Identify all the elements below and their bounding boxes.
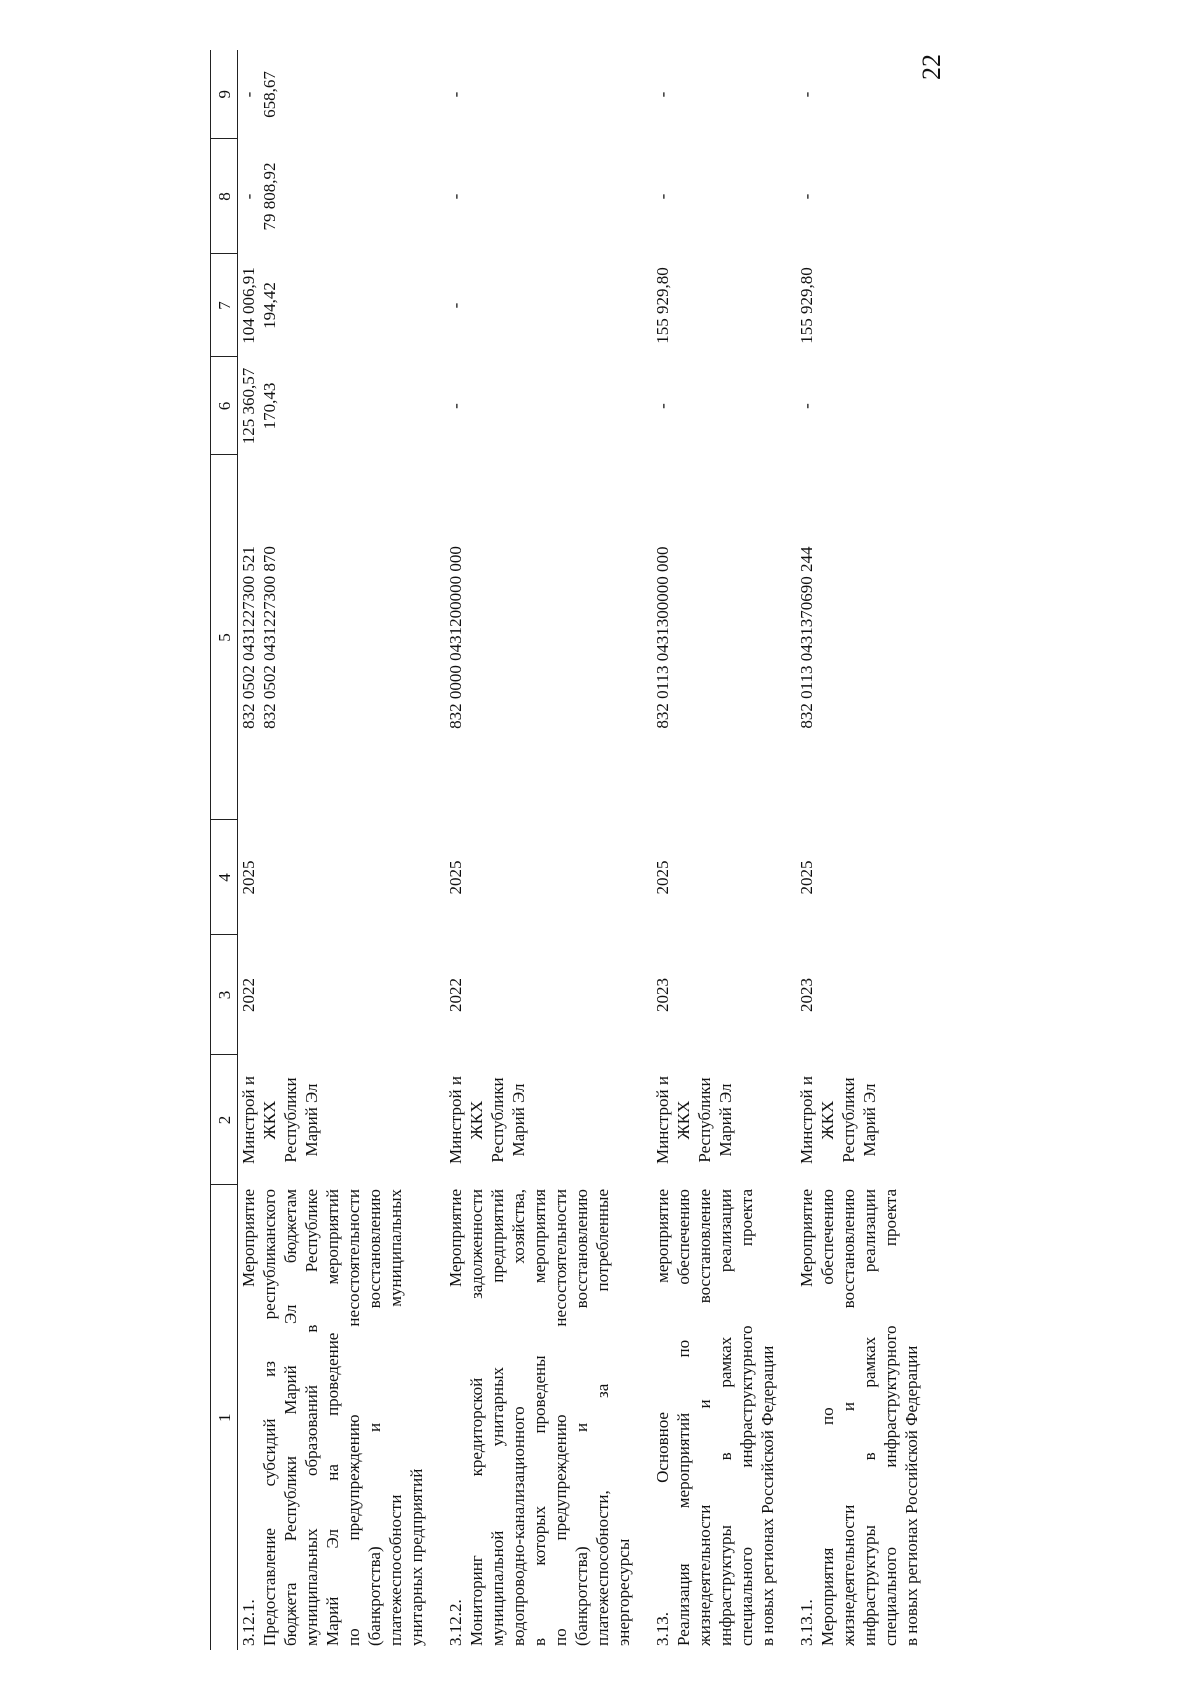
executor-cell-line: Минстрой и ЖКХ: [446, 1076, 486, 1164]
description-line: унитарных предприятий: [407, 1468, 426, 1646]
value-cell-6: [652, 357, 778, 455]
value-cell-8-line: -: [239, 193, 258, 200]
executor-cell: [652, 1055, 778, 1185]
value-cell-7-line: 155 929,80: [797, 267, 816, 344]
executor-cell-line: Республики: [839, 1077, 858, 1163]
spacer-cell: [634, 254, 652, 357]
table-row: [796, 50, 922, 1650]
spacer-cell: [778, 820, 796, 935]
budget-code-cell-line: 832 0000 0431200000 000: [446, 546, 465, 729]
page-number: 22: [917, 54, 946, 80]
description-line: в новых регионах Российской Федерации: [758, 1345, 777, 1646]
spacer-cell: [634, 1185, 652, 1650]
value-cell-8: [796, 139, 922, 254]
column-header: 7: [211, 254, 238, 357]
description-line: жизнедеятельности и восстановлению: [839, 1189, 858, 1646]
value-cell-8-line: -: [653, 193, 672, 200]
value-cell-6: [796, 357, 922, 455]
value-cell-9-line: -: [797, 91, 816, 98]
spacer-cell: [427, 455, 445, 820]
description-line: платежеспособности муниципальных: [386, 1189, 405, 1646]
value-cell-9-line: -: [446, 91, 465, 98]
value-cell-8-line: -: [797, 193, 816, 200]
description-line: по предупреждению несостоятельности: [344, 1189, 363, 1646]
description-line: 3.12.2. Мероприятие: [446, 1189, 465, 1646]
value-cell-6-line: 125 360,57: [239, 367, 258, 445]
value-cell-6: [445, 357, 634, 455]
description-line: инфраструктуры в рамках реализации: [860, 1189, 879, 1646]
program-activities-table: [210, 50, 922, 1650]
value-cell-7-line: -: [446, 302, 465, 309]
budget-code-cell-line: 832 0113 0431370690 244: [797, 546, 816, 729]
spacer-cell: [778, 50, 796, 139]
column-header: 8: [211, 139, 238, 254]
value-cell-9-line: -: [239, 91, 258, 98]
executor-cell: [445, 1055, 634, 1185]
activity-description-cell: [445, 1185, 634, 1650]
spacer-cell: [634, 935, 652, 1055]
value-cell-9: [445, 50, 634, 139]
executor-cell-line: Минстрой и ЖКХ: [239, 1076, 279, 1164]
description-line: специального инфраструктурного проекта: [737, 1189, 756, 1646]
value-cell-6-line: 170,43: [260, 382, 279, 430]
table-body: [238, 50, 923, 1650]
description-line: бюджета Республики Марий Эл бюджетам: [281, 1189, 300, 1646]
end-year-cell: 2025: [446, 860, 465, 895]
row-spacer: [634, 50, 652, 1650]
row-spacer: [427, 50, 445, 1650]
column-header: 5: [211, 455, 238, 820]
description-line: водопроводно-канализационного хозяйства,: [509, 1189, 528, 1646]
description-line: инфраструктуры в рамках реализации: [716, 1189, 735, 1646]
spacer-cell: [427, 139, 445, 254]
value-cell-6-line: -: [653, 403, 672, 409]
end-year-cell: 2025: [797, 860, 816, 895]
value-cell-9: [652, 50, 778, 139]
spacer-cell: [778, 935, 796, 1055]
value-cell-8: [445, 139, 634, 254]
column-header: 2: [211, 1055, 238, 1185]
description-line: по предупреждению несостоятельности: [551, 1189, 570, 1646]
spacer-cell: [427, 254, 445, 357]
description-line: Предоставление субсидий из республиканского: [260, 1189, 279, 1646]
table-row: [445, 50, 634, 1650]
value-cell-7: [238, 254, 428, 357]
value-cell-6-line: -: [797, 403, 816, 409]
rotated-table-container: [210, 50, 970, 1650]
value-cell-7-line: 155 929,80: [653, 267, 672, 344]
start-year-cell: 2023: [653, 978, 672, 1012]
activity-description-cell: [652, 1185, 778, 1650]
description-line: Мониторинг кредиторской задолженности: [467, 1189, 486, 1646]
spacer-cell: [427, 1185, 445, 1650]
executor-cell-line: Марий Эл: [716, 1083, 735, 1157]
executor-cell-line: Марий Эл: [860, 1083, 879, 1157]
end-year-cell: 2025: [239, 860, 258, 895]
budget-code-cell: [445, 455, 634, 820]
value-cell-7: [652, 254, 778, 357]
executor-cell: [238, 1055, 428, 1185]
value-cell-6: [238, 357, 428, 455]
value-cell-9: [238, 50, 428, 139]
executor-cell-line: Марий Эл: [302, 1083, 321, 1157]
executor-cell-line: Республики: [695, 1077, 714, 1163]
spacer-cell: [427, 935, 445, 1055]
value-cell-6-line: -: [446, 403, 465, 409]
description-line: специального инфраструктурного проекта: [881, 1189, 900, 1646]
spacer-cell: [634, 139, 652, 254]
value-cell-8: [238, 139, 428, 254]
budget-code-cell: [238, 455, 428, 820]
spacer-cell: [778, 455, 796, 820]
budget-code-cell-line: 832 0502 0431227300 521: [239, 546, 258, 729]
spacer-cell: [778, 1055, 796, 1185]
spacer-cell: [634, 455, 652, 820]
executor-cell-line: Республики: [281, 1077, 300, 1163]
value-cell-9-line: -: [653, 91, 672, 98]
description-line: 3.13. Основное мероприятие: [653, 1189, 672, 1646]
executor-cell-line: Минстрой и ЖКХ: [653, 1076, 693, 1164]
description-line: Реализация мероприятий по обеспечению: [674, 1189, 693, 1646]
value-cell-8-line: 79 808,92: [260, 162, 279, 231]
budget-code-cell-line: 832 0502 0431227300 870: [260, 546, 279, 729]
spacer-cell: [427, 820, 445, 935]
description-line: (банкротства) и восстановлению: [365, 1189, 384, 1646]
column-header: 1: [211, 1185, 238, 1650]
value-cell-7-line: 194,42: [260, 282, 279, 329]
budget-code-cell: [652, 455, 778, 820]
column-header: 9: [211, 50, 238, 139]
row-spacer: [778, 50, 796, 1650]
spacer-cell: [634, 50, 652, 139]
column-header: 6: [211, 357, 238, 455]
value-cell-7: [796, 254, 922, 357]
column-header: 3: [211, 935, 238, 1055]
description-line: (банкротства) и восстановлению: [572, 1189, 591, 1646]
spacer-cell: [427, 357, 445, 455]
description-line: 3.12.1. Мероприятие: [239, 1189, 258, 1646]
table-row: [652, 50, 778, 1650]
value-cell-8: [652, 139, 778, 254]
description-line: муниципальной унитарных предприятий: [488, 1189, 507, 1646]
description-line: энергоресурсы: [614, 1538, 633, 1646]
executor-cell-line: Минстрой и ЖКХ: [797, 1076, 837, 1164]
table-header-row: [211, 50, 238, 1650]
executor-cell: [796, 1055, 922, 1185]
budget-code-cell: [796, 455, 922, 820]
value-cell-7-line: 104 006,91: [239, 267, 258, 344]
executor-cell-line: Республики: [488, 1077, 507, 1163]
start-year-cell: 2023: [797, 978, 816, 1012]
spacer-cell: [778, 357, 796, 455]
start-year-cell: 2022: [446, 978, 465, 1012]
description-line: Мероприятия по обеспечению: [818, 1189, 837, 1646]
spacer-cell: [634, 1055, 652, 1185]
budget-code-cell-line: 832 0113 0431300000 000: [653, 546, 672, 729]
value-cell-9: [796, 50, 922, 139]
activity-description-cell: [238, 1185, 428, 1650]
description-line: платежеспособности, за потребленные: [593, 1189, 612, 1646]
table-row: [238, 50, 428, 1650]
column-header: 4: [211, 820, 238, 935]
description-line: в которых проведены мероприятия: [530, 1189, 549, 1646]
executor-cell-line: Марий Эл: [509, 1083, 528, 1157]
description-line: муниципальных образований в Республике: [302, 1189, 321, 1646]
spacer-cell: [778, 139, 796, 254]
value-cell-9-line: 658,67: [260, 71, 279, 118]
description-line: Марий Эл на проведение мероприятий: [323, 1189, 342, 1646]
spacer-cell: [634, 357, 652, 455]
description-line: 3.13.1. Мероприятие: [797, 1189, 816, 1646]
description-line: в новых регионах Российской Федерации: [902, 1345, 921, 1646]
spacer-cell: [634, 820, 652, 935]
start-year-cell: 2022: [239, 978, 258, 1012]
spacer-cell: [778, 1185, 796, 1650]
description-line: жизнедеятельности и восстановление: [695, 1189, 714, 1646]
spacer-cell: [427, 1055, 445, 1185]
spacer-cell: [778, 254, 796, 357]
end-year-cell: 2025: [653, 860, 672, 895]
value-cell-7: [445, 254, 634, 357]
value-cell-8-line: -: [446, 193, 465, 200]
activity-description-cell: [796, 1185, 922, 1650]
spacer-cell: [427, 50, 445, 139]
